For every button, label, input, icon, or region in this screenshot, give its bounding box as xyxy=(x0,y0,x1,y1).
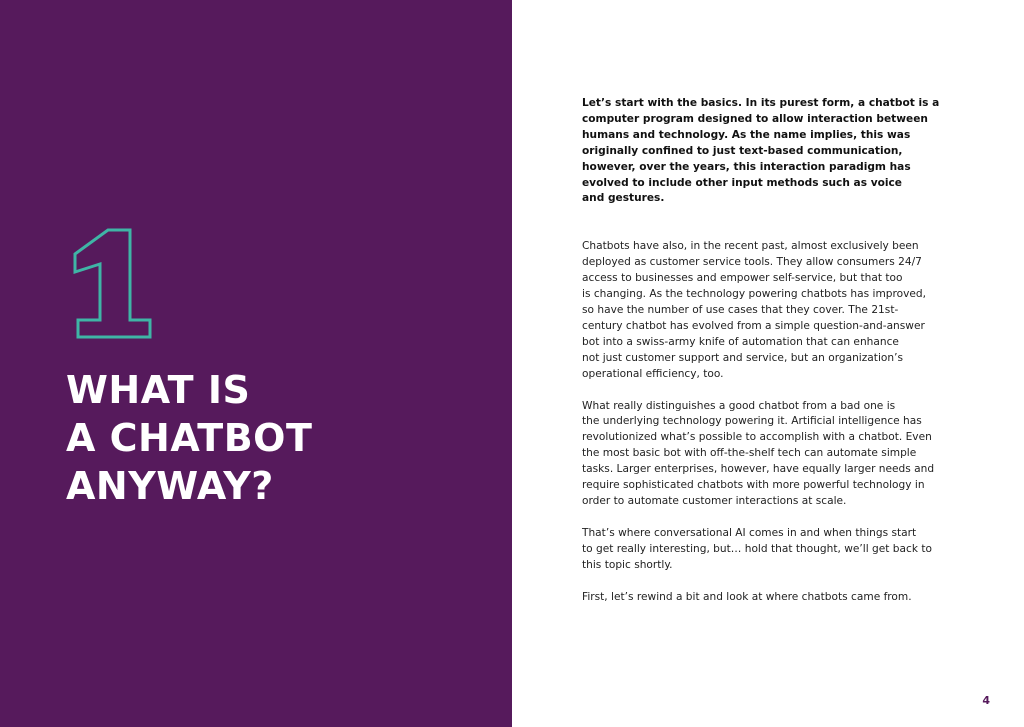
chapter-number-outline xyxy=(75,230,150,337)
text-line: is changing. As the technology powering chatbots has improved, xyxy=(582,288,926,301)
text-line: to get really interesting, but… hold that thought, we’ll get back to xyxy=(582,542,932,555)
text-line: the most basic bot with off-the-shelf tech can automate simple xyxy=(582,447,917,460)
body-paragraph xyxy=(582,399,962,510)
text-line: the underlying technology powering it. Artificial intelligence has xyxy=(582,415,922,428)
text-line: That’s where conversational AI comes in and when things start xyxy=(582,526,917,539)
text-line: tasks. Larger enterprises, however, have equally larger needs and xyxy=(582,463,935,476)
text-line: operational efficiency, too. xyxy=(582,367,724,380)
body-paragraph xyxy=(582,239,962,382)
text-line: this topic shortly. xyxy=(582,558,673,571)
text-line: What really distinguishes a good chatbot from a bad one is xyxy=(582,399,896,412)
text-line: not just customer support and service, but an organization’s xyxy=(582,351,903,364)
chapter-title-line: WHAT IS xyxy=(66,368,251,412)
text-line: and gestures. xyxy=(582,192,665,205)
text-line: century chatbot has evolved from a simple question-and-answer xyxy=(582,319,925,332)
chapter-title-line: A CHATBOT xyxy=(66,416,313,460)
text-line: First, let’s rewind a bit and look at where chatbots came from. xyxy=(582,590,912,603)
text-line: access to businesses and empower self-service, but that too xyxy=(582,272,903,285)
text-line: evolved to include other input methods such as voice xyxy=(582,176,902,189)
text-line: Chatbots have also, in the recent past, almost exclusively been xyxy=(582,240,919,253)
page-number: 4 xyxy=(982,694,990,707)
text-line: revolutionized what’s possible to accomplish with a chatbot. Even xyxy=(582,431,932,444)
text-line: order to automate customer interactions at scale. xyxy=(582,494,847,507)
text-line: bot into a swiss-army knife of automation that can enhance xyxy=(582,335,899,348)
text-line: Let’s start with the basics. In its purest form, a chatbot is a xyxy=(582,97,940,109)
body-paragraph xyxy=(582,526,962,574)
chapter-title xyxy=(66,366,496,510)
chapter-title-line: ANYWAY? xyxy=(66,464,274,508)
chapter-number xyxy=(64,214,164,349)
text-line: computer program designed to allow interaction between xyxy=(582,112,928,125)
text-line: humans and technology. As the name implies, this was xyxy=(582,128,911,141)
text-line: originally confined to just text-based communication, xyxy=(582,144,903,157)
text-line: however, over the years, this interaction paradigm has xyxy=(582,160,911,173)
body-paragraph xyxy=(582,590,962,606)
text-line: require sophisticated chatbots with more powerful technology in xyxy=(582,479,925,492)
intro-paragraph xyxy=(582,96,962,207)
text-line: deployed as customer service tools. They allow consumers 24/7 xyxy=(582,256,922,269)
body-text xyxy=(582,96,962,605)
text-line: so have the number of use cases that they cover. The 21st- xyxy=(582,303,899,316)
